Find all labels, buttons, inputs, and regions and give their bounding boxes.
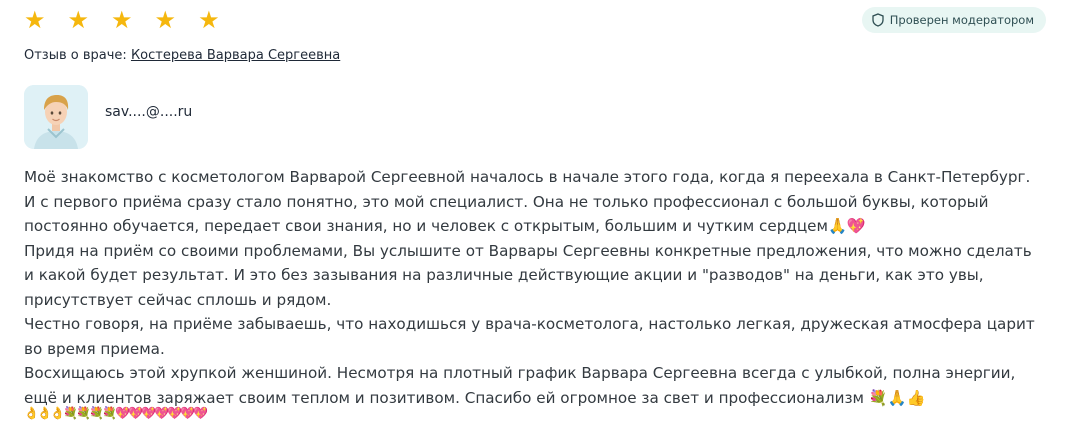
moderation-badge — [862, 7, 1046, 33]
bouquet-icon: 💐 — [76, 406, 91, 420]
heart-icon: 💖 — [141, 406, 156, 420]
ok-hand-icon: 👌 — [24, 406, 39, 420]
badge-label: Проверен модератором — [889, 13, 1034, 27]
emoji-row — [24, 405, 208, 421]
star-icon: ★ — [111, 6, 133, 34]
rating-stars — [24, 7, 220, 33]
review-text: Моё знакомство с косметологом Варварой Сергеевной началось в начале этого года, когда я переехала в Санкт-Петербург. И с первого приёма сразу стало понятно, это мой специалист. Она не только профессионал с большой буквы, который постоянно обучается, передает свои знания, но и человек с открытым, большим и чутким сердцем🙏💖 Придя на приём со своими проблемами, Вы услышите от Варвары Сергеевны конкретные предложения, что можно сделать и какой будет результат. И это без зазывания на различные действующие акции и "разводов" на деньги, как это увы, присутствует сейчас сплошь и рядом. Честно говоря, на приёме забываешь, что находишься у врача-косметолога, настолько легкая, дружеская атмосфера царит во время приема. Восхищаюсь этой хрупкой женшиной. Несмотря на плотный график Варвара Сергеевна всегда с улыбкой, полна энергии, ещё и клиентов заряжает своим теплом и позитивом. Спасибо ей огромное за свет и профессионализм 💐🙏👍 — [24, 168, 1035, 407]
subject-prefix: Отзыв о враче: — [24, 48, 127, 63]
bouquet-icon: 💐 — [102, 406, 117, 420]
heart-icon: 💖 — [154, 406, 169, 420]
star-icon: ★ — [24, 6, 46, 34]
author-email: sav....@....ru — [105, 104, 193, 120]
avatar — [24, 85, 88, 149]
shield-icon — [872, 13, 884, 27]
doctor-link[interactable]: Костерева Варвара Сергеевна — [130, 48, 341, 63]
bouquet-icon: 💐 — [63, 406, 78, 420]
ok-hand-icon: 👌 — [50, 406, 65, 420]
star-icon: ★ — [154, 6, 177, 34]
heart-icon: 💖 — [180, 406, 195, 420]
bouquet-icon: 💐 — [89, 406, 104, 420]
heart-icon: 💖 — [193, 406, 208, 420]
heart-icon: 💖 — [167, 406, 182, 420]
review-subject — [24, 48, 340, 63]
ok-hand-icon: 👌 — [37, 406, 52, 420]
star-icon: ★ — [67, 6, 90, 34]
heart-icon: 💖 — [128, 406, 143, 420]
heart-icon: 💖 — [115, 406, 130, 420]
star-icon: ★ — [198, 6, 220, 34]
